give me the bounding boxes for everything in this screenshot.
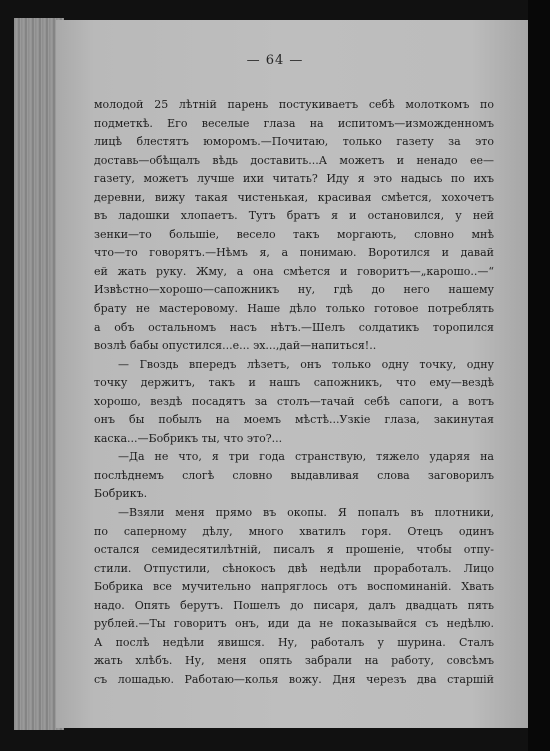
text-line: каска...—Бобрикъ ты, что это?... (94, 431, 283, 445)
text-line: жать хлѣбъ. Ну, меня опять забрали на работу, совсѣмъ (94, 654, 494, 668)
text-line: остался семидесятилѣтній, писалъ я прошеніе, чтобы отпу- (94, 543, 494, 557)
text-line: хорошо, вездѣ посадятъ за столъ—тачай себѣ сапоги, а вотъ (94, 394, 494, 408)
scan-border (528, 0, 550, 751)
text-line: по саперному дѣлу, много хватилъ горя. Отецъ одинъ (94, 524, 494, 538)
text-line: стили. Отпустили, сѣнокосъ двѣ недѣли проработалъ. Лицо (94, 561, 494, 575)
text-line: онъ бы побылъ на моемъ мѣстѣ...Узкіе глаза, закинутая (94, 413, 494, 427)
text-line: —Да не что, я три года странствую, тяжело ударяя на (118, 450, 494, 464)
text-line: ей жать руку. Жму, а она смѣется и говоритъ—„карошо..—“ (94, 264, 494, 278)
text-line: надо. Опять берутъ. Пошелъ до писаря, далъ двадцать пять (94, 598, 494, 612)
text-line: — Гвоздь впередъ лѣзетъ, онъ только одну точку, одну (118, 357, 494, 371)
page-body-text (94, 96, 494, 690)
text-line: —Взяли меня прямо въ окопы. Я попалъ въ плотники, (118, 506, 494, 520)
text-line: зенки—то большіе, весело такъ моргають, словно мнѣ (94, 227, 494, 241)
text-line: рублей.—Ты говоритъ онъ, иди да не показывайся съ недѣлю. (94, 617, 494, 631)
text-line: возлѣ бабы опустился...е... эх...,дай—напиться!.. (94, 339, 377, 353)
text-line: деревни, вижу такая чистенькая, красивая смѣется, хохочетъ (94, 190, 494, 204)
text-line: газету, можетъ лучше ихи читать? Иду я это надысь по ихъ (94, 172, 494, 186)
text-line: а объ остальномъ насъ нѣтъ.—Шелъ солдатикъ торопился (94, 320, 494, 334)
text-line: Бобрикъ. (94, 487, 148, 501)
text-line: доставь—обѣщалъ вѣдь доставить...А можетъ и ненадо ее— (94, 153, 494, 167)
text-line: въ ладошки хлопаетъ. Тутъ братъ я и остановился, у ней (94, 209, 494, 223)
text-line: съ лошадью. Работаю—колья вожу. Дня черезъ два старшій (94, 672, 494, 686)
text-line: что—то говорятъ.—Нѣмъ я, а понимаю. Воротился и давай (94, 246, 494, 260)
text-line: Извѣстно—хорошо—сапожникъ ну, гдѣ до него нашему (94, 283, 494, 297)
text-line: Бобрика все мучительно напряглось отъ воспоминаній. Хвать (94, 580, 494, 594)
text-line: послѣднемъ слогѣ словно выдавливая слова заговорилъ (94, 468, 494, 482)
text-line: подметкѣ. Его веселые глаза на испитомъ—изможденномъ (94, 116, 494, 130)
text-line: А послѣ недѣли явишся. Ну, работалъ у шурина. Сталъ (94, 635, 494, 649)
text-line: брату не мастеровому. Наше дѣло только готовое потреблять (94, 302, 494, 316)
text-line: молодой 25 лѣтній парень постукиваетъ себѣ молоткомъ по (94, 98, 494, 111)
page-number: — 64 — (246, 53, 304, 68)
text-line: лицѣ блестятъ юморомъ.—Почитаю, только газету за это (94, 135, 494, 149)
text-line: точку держитъ, такъ и нашъ сапожникъ, что ему—вездѣ (94, 376, 494, 390)
